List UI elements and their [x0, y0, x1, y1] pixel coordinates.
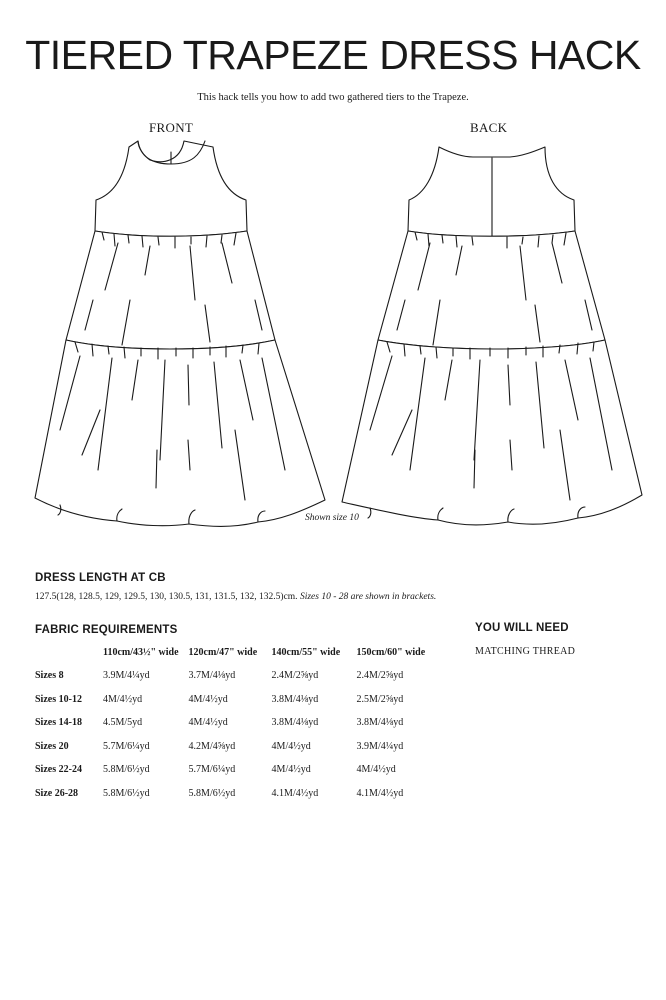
table-cell: 5.7M/6¼yd [188, 764, 236, 776]
fabric-requirements-table [30, 641, 442, 805]
table-cell: 2.5M/2⅝yd [356, 693, 404, 705]
table-cell: 3.9M/4¼yd [356, 740, 404, 752]
back-dress-drawing [342, 147, 642, 525]
column-header: 110cm/43½" wide [103, 647, 179, 658]
size-cell: Sizes 20 [35, 740, 69, 752]
table-header-row [30, 641, 442, 664]
you-will-need-heading: YOU WILL NEED [475, 622, 569, 634]
table-cell: 5.8M/6½yd [103, 764, 150, 776]
size-cell: Sizes 10-12 [35, 693, 82, 705]
front-view-label: FRONT [149, 120, 194, 135]
table-row [30, 758, 442, 782]
fabric-requirements-heading: FABRIC REQUIREMENTS [35, 624, 178, 636]
table-cell: 5.8M/6½yd [188, 787, 236, 799]
size-cell: Sizes 22-24 [35, 764, 82, 776]
page-title: TIERED TRAPEZE DRESS HACK [25, 32, 641, 78]
table-row [30, 688, 442, 712]
table-cell: 2.4M/2⅝yd [356, 670, 404, 682]
table-cell: 3.8M/4⅛yd [271, 717, 319, 729]
table-cell: 4M/4½yd [188, 717, 228, 729]
table-cell: 3.8M/4⅛yd [356, 717, 404, 729]
table-cell: 4M/4½yd [271, 740, 311, 752]
table-cell: 3.8M/4⅛yd [271, 693, 319, 705]
column-header: 140cm/55" wide [271, 647, 341, 658]
size-cell: Sizes 14-18 [35, 717, 82, 729]
dress-length-values: 127.5(128, 128.5, 129, 129.5, 130, 130.5, 131, 131.5, 132, 132.5)cm. [35, 592, 298, 602]
table-cell: 5.7M/6¼yd [103, 740, 150, 752]
dress-length-heading: DRESS LENGTH AT CB [35, 572, 166, 584]
table-cell: 3.9M/4¼yd [103, 670, 150, 682]
table-cell: 4.1M/4½yd [271, 787, 319, 799]
table-cell: 3.7M/4⅛yd [188, 670, 236, 682]
dress-length-note: Sizes 10 - 28 are shown in brackets. [299, 592, 437, 602]
table-cell: 4.5M/5yd [103, 717, 143, 729]
size-cell: Sizes 8 [35, 670, 64, 682]
shown-size-note: Shown size 10 [305, 513, 359, 523]
table-header-blank [30, 641, 98, 664]
table-cell: 4M/4½yd [188, 693, 228, 705]
table-cell: 4M/4½yd [103, 693, 143, 705]
table-cell: 4M/4½yd [271, 764, 311, 776]
size-cell: Size 26-28 [35, 787, 79, 799]
table-cell: 4.1M/4½yd [356, 787, 404, 799]
back-view-label: BACK [470, 120, 508, 135]
table-cell: 4M/4½yd [356, 764, 396, 776]
page-subtitle: This hack tells you how to add two gathered tiers to the Trapeze. [197, 92, 469, 103]
table-cell: 4.2M/4⅝yd [188, 740, 236, 752]
column-header: 150cm/60" wide [356, 647, 426, 658]
dress-length-text [35, 592, 436, 602]
column-header: 120cm/47" wide [188, 647, 258, 658]
you-will-need-item: MATCHING THREAD [475, 646, 576, 657]
table-row [30, 782, 442, 806]
table-cell: 5.8M/6½yd [103, 787, 150, 799]
table-row [30, 711, 442, 735]
table-cell: 2.4M/2⅝yd [271, 670, 319, 682]
table-row [30, 735, 442, 759]
front-dress-drawing [35, 141, 325, 526]
table-row [30, 664, 442, 688]
